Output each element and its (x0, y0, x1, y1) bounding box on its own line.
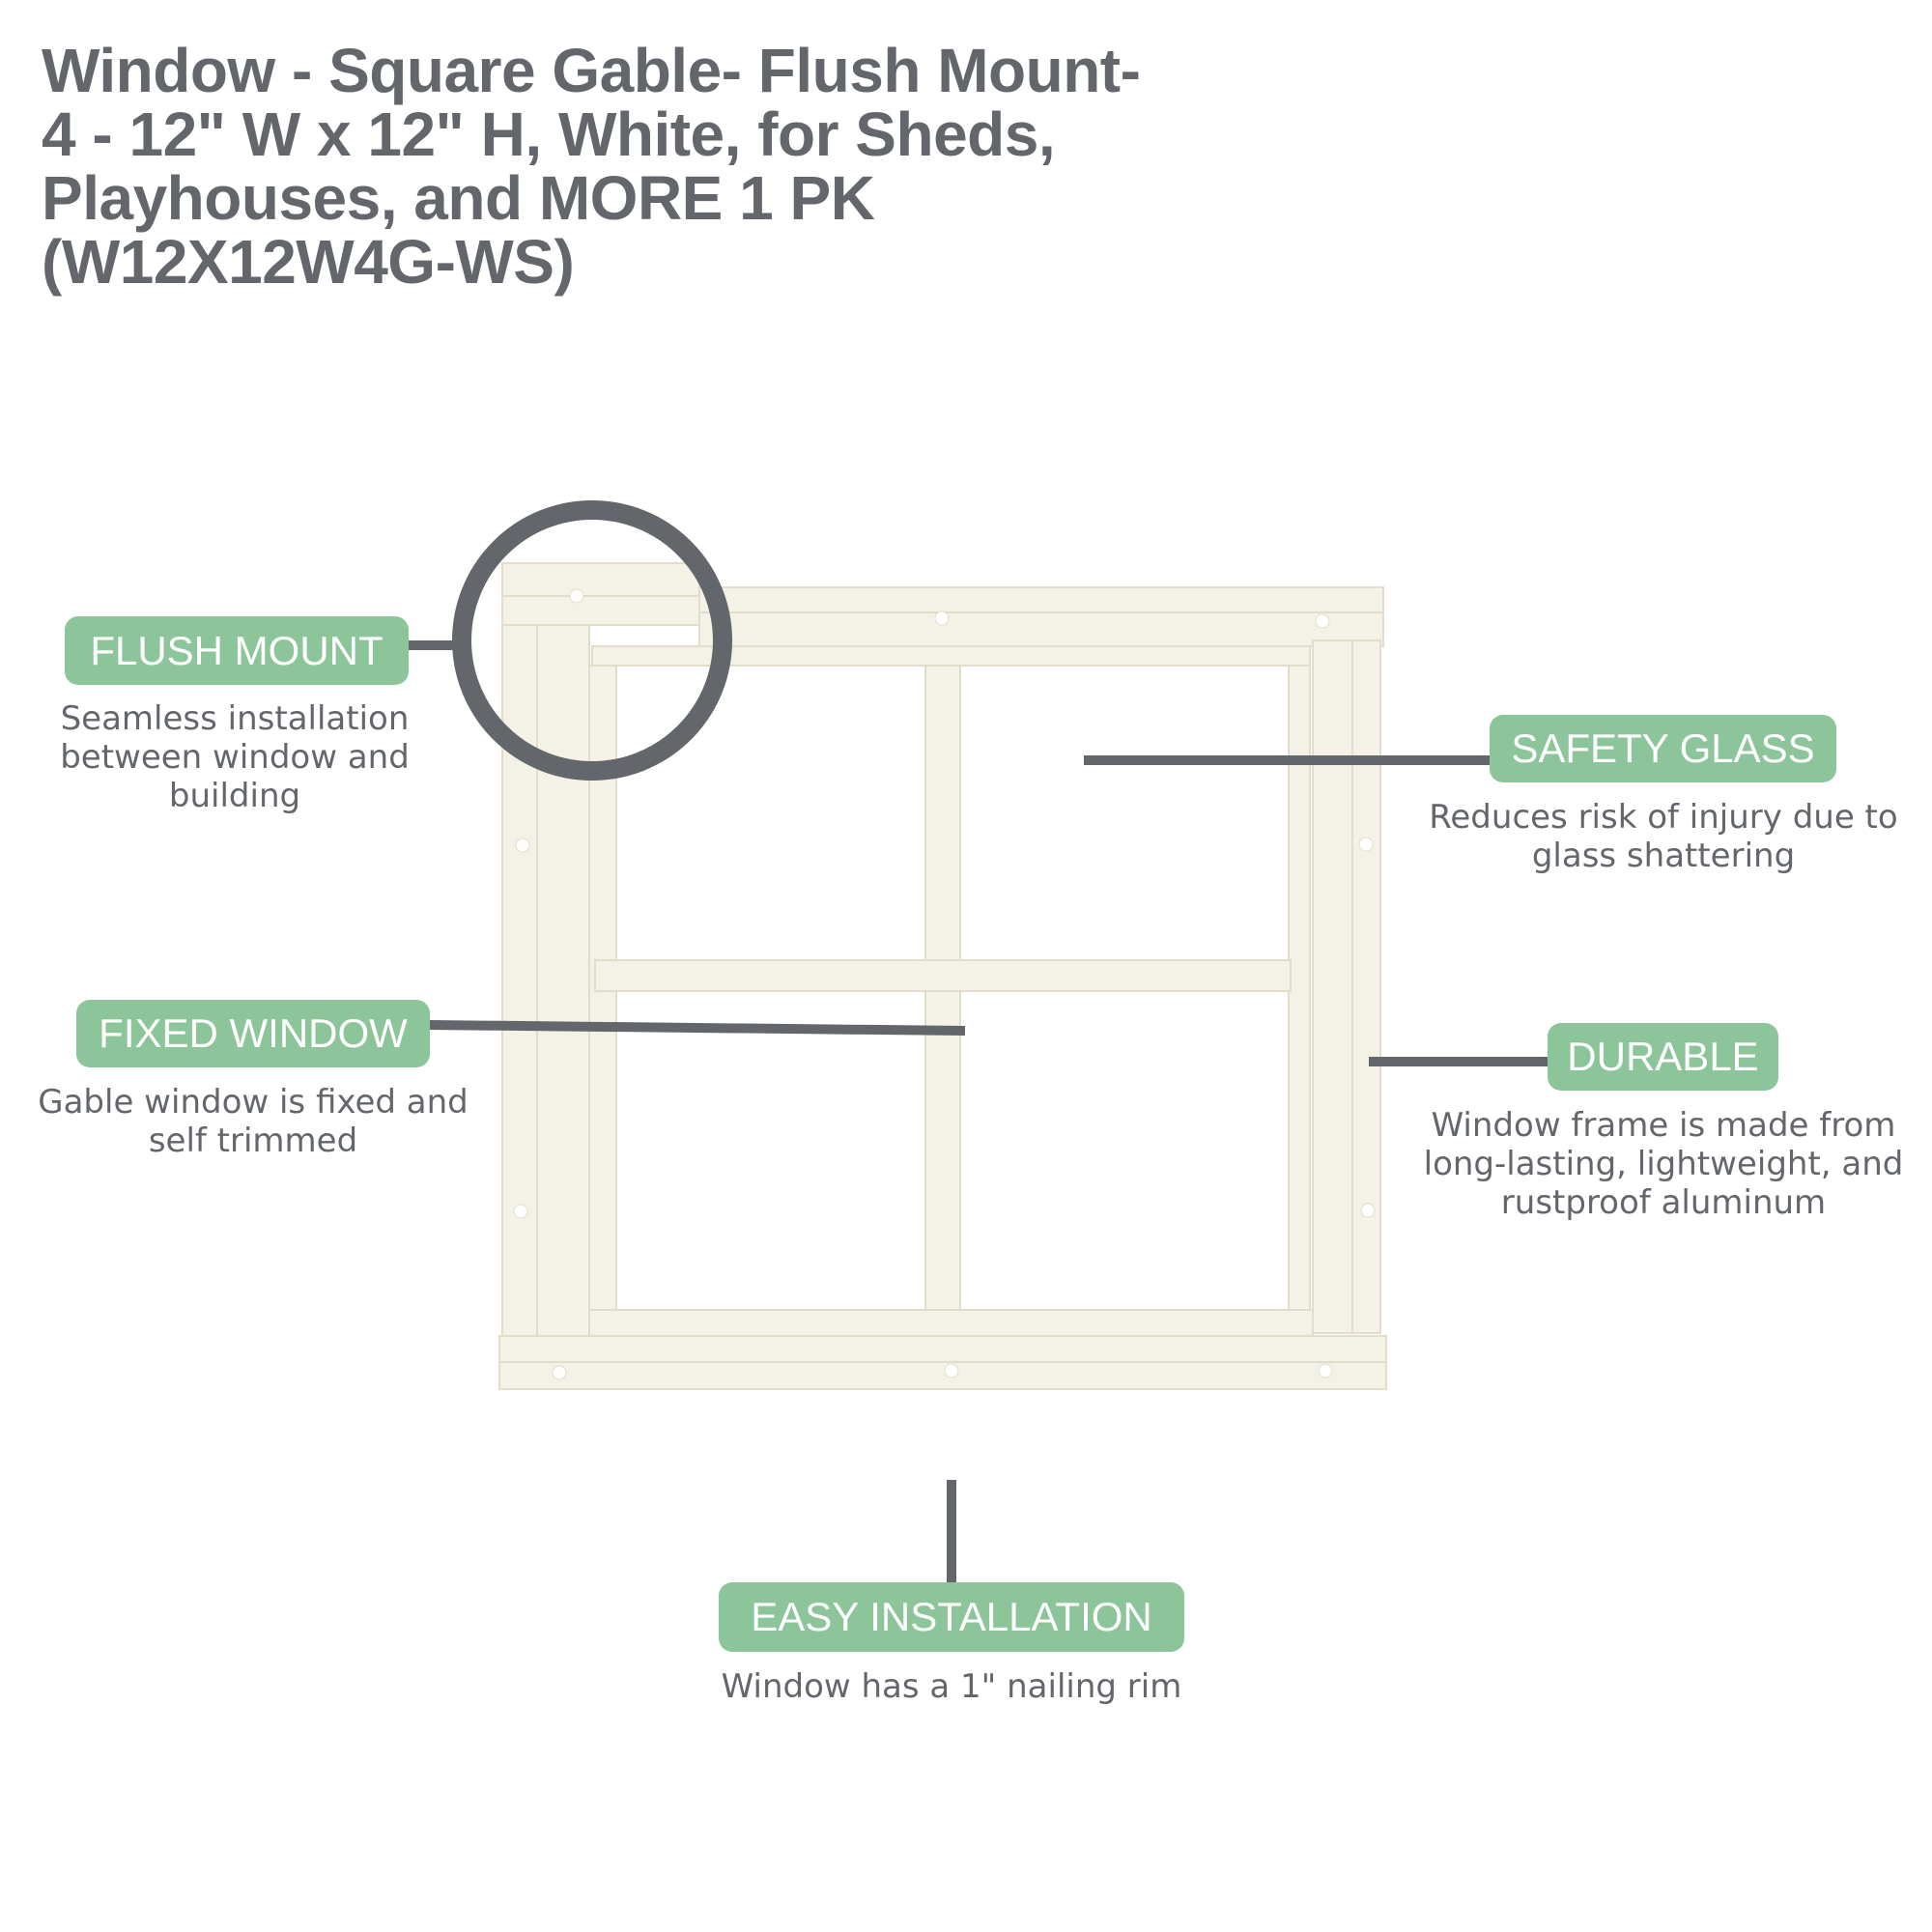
easy-installation-badge: EASY INSTALLATION (719, 1582, 1184, 1652)
window-frame (499, 563, 1386, 1389)
durable-badge: DURABLE (1548, 1023, 1778, 1091)
fixed-window-description: Gable window is fixed and self trimmed (38, 1083, 469, 1160)
safety-glass-badge: SAFETY GLASS (1490, 715, 1836, 782)
fixed-window-badge: FIXED WINDOW (76, 1000, 430, 1067)
flush-mount-badge: FLUSH MOUNT (65, 616, 409, 685)
horizontal-mullion (595, 960, 1291, 991)
flush-mount-description: Seamless installation between window and building (60, 699, 410, 815)
safety-glass-description: Reduces risk of injury due to glass shattering (1429, 798, 1898, 875)
product-title: Window - Square Gable- Flush Mount- 4 - 12" W x 12" H, White, for Sheds, Playhouses, and MORE 1 PK (W12X12W4G-WS) (42, 36, 1141, 297)
easy-installation-description: Window has a 1" nailing rim (721, 1667, 1182, 1706)
durable-description: Window frame is made from long-lasting, lightweight, and rustproof aluminum (1423, 1106, 1904, 1222)
